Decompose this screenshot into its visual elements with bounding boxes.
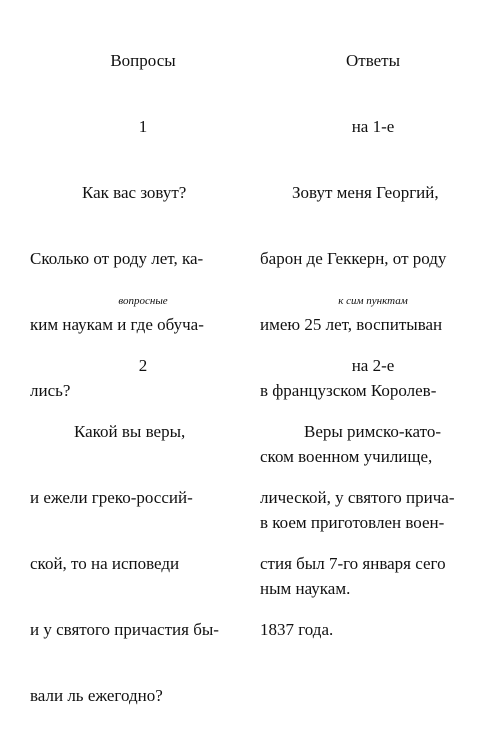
answer-line: ском военном училище, (260, 447, 433, 466)
answers-heading: Ответы (345, 51, 401, 70)
answer-line: в французском Королев- (260, 381, 437, 400)
question-line: ской, то на исповеди (30, 554, 180, 573)
question-line: вали ль ежегодно? (30, 686, 163, 705)
question-number-1: 1 (138, 117, 148, 136)
question-line: лись? (30, 381, 71, 400)
questions-heading: Вопросы (110, 51, 176, 70)
question-line: и у святого причастия бы- (30, 620, 219, 639)
answer-line: стия был 7-го января сего (260, 554, 446, 573)
question-number-2: 2 (138, 356, 148, 375)
answer-number-1: на 1-е (351, 117, 395, 136)
answer-line: 1837 года. (260, 620, 334, 639)
question-line: Как вас зовут? (82, 183, 187, 202)
answer-number-2: на 2-е (351, 356, 395, 375)
answer-line: в коем приготовлен воен- (260, 513, 445, 532)
answer-line: ным наукам. (260, 579, 351, 598)
answer-line: барон де Геккерн, от роду (260, 249, 447, 268)
answers-caption: к сим пунктам (338, 295, 408, 307)
question-line: Какой вы веры, (74, 422, 186, 441)
question-line: Сколько от роду лет, ка- (30, 249, 204, 268)
question-line: ким наукам и где обуча- (30, 315, 204, 334)
question-line: и ежели греко-россий- (30, 488, 193, 507)
answer-line: Веры римско-като- (304, 422, 441, 441)
questions-caption: вопросные (118, 295, 168, 307)
answer-line: имею 25 лет, воспитыван (260, 315, 443, 334)
answer-line: Зовут меня Георгий, (292, 183, 439, 202)
questions-column-2 (30, 249, 256, 751)
answer-line: лической, у святого прича- (260, 488, 455, 507)
answers-column-2 (260, 249, 486, 685)
